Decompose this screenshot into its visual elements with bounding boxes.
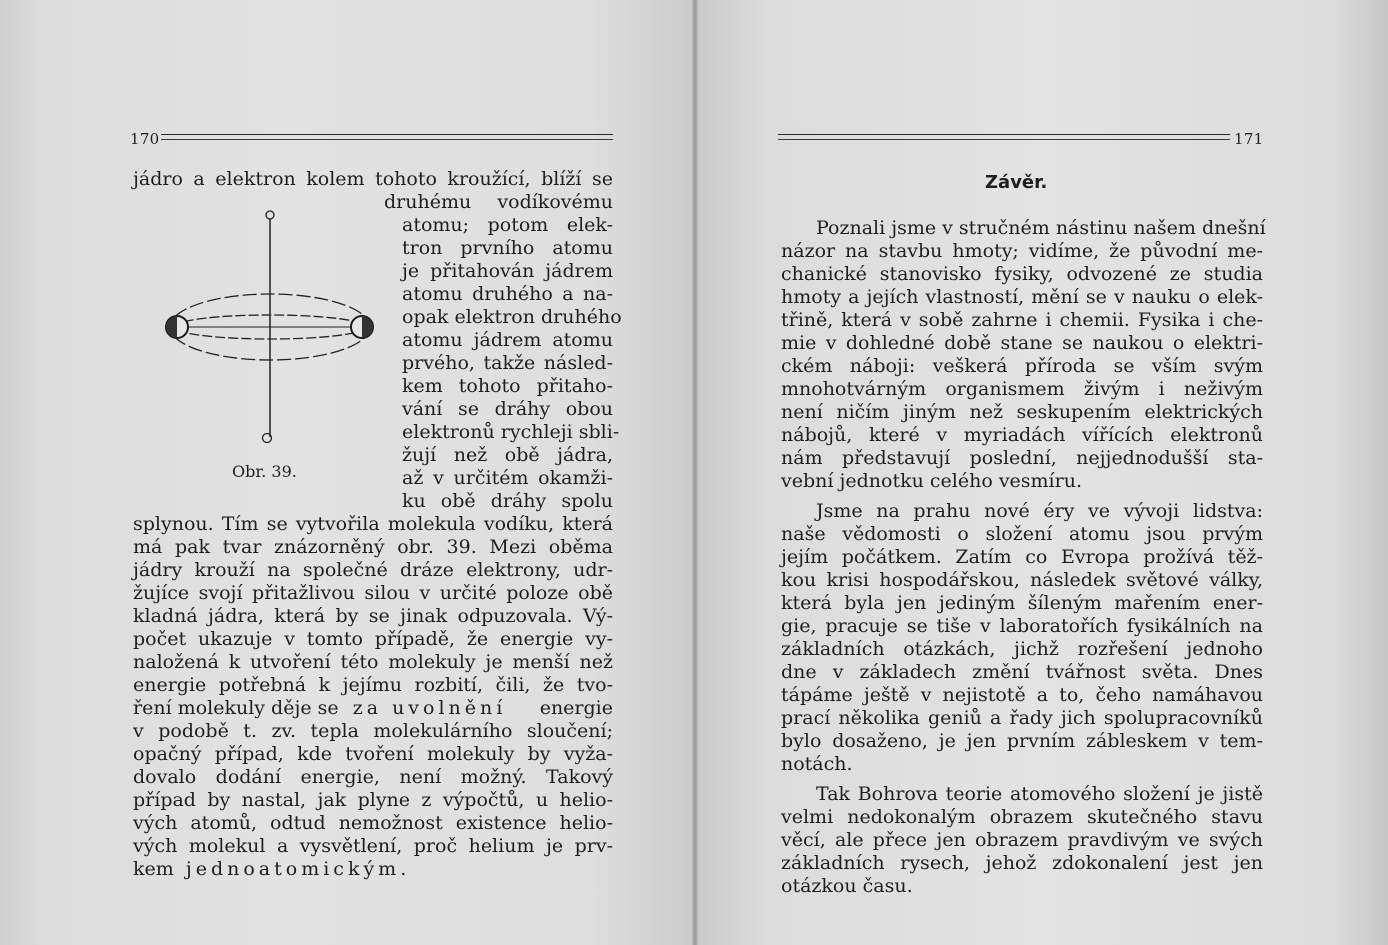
- body-line: tápáme ještě v nejistotě a to, čeho namáhavou: [781, 684, 1263, 706]
- body-line: splynou. Tím se vytvořila molekula vodíku, která: [133, 513, 613, 535]
- body-line: vání se dráhy obou: [402, 398, 613, 420]
- figure-nucleus-left-shading: [166, 316, 177, 338]
- body-line: v podobě t. zv. tepla molekulárního sloučení;: [133, 720, 613, 742]
- body-line: má pak tvar znázorněný obr. 39. Mezi oběma: [133, 536, 613, 558]
- page-number-right: 171: [1234, 130, 1264, 148]
- body-line: atomu druhého a na-: [402, 283, 613, 305]
- body-line: vých atomů, odtud nemožnost existence helio-: [133, 812, 613, 834]
- figure-caption: Obr. 39.: [232, 462, 297, 481]
- body-line: bylo dosaženo, je jen prvním zábleskem v tem-: [781, 730, 1263, 752]
- body-line: velmi nedokonalým obrazem skutečného stavu: [781, 806, 1263, 828]
- figure-electron-bottom: [263, 434, 272, 443]
- body-line: naložená k utvoření této molekuly je menší než: [133, 651, 613, 673]
- body-line: dne v základech změní tvářnost světa. Dnes: [781, 661, 1263, 683]
- body-line: jádry krouží na společné dráze elektrony, udr-: [133, 559, 613, 581]
- body-line: ku obě dráhy spolu: [402, 490, 613, 512]
- body-line: věcí, ale přece jen obrazem pravdivým ve svých: [781, 829, 1263, 851]
- body-line: žují než obě jádra,: [402, 444, 613, 466]
- body-line: kou krisi hospodářskou, následek světové války,: [781, 569, 1263, 591]
- body-line: energie potřebná k jejímu rozbití, čili, že tvo-: [133, 674, 613, 696]
- body-line: žujíce svojí přitažlivou silou v určité poloze obě: [133, 582, 613, 604]
- body-line: notách.: [781, 753, 853, 775]
- book-gutter: [692, 0, 698, 945]
- body-line: kladná jádra, která by se jinak odpuzovala. Vý-: [133, 605, 613, 627]
- body-line: prací několika geniů a řady jich spolupracovníků: [781, 707, 1263, 729]
- body-line: Jsme na prahu nové éry ve vývoji lidstva:: [816, 500, 1263, 522]
- body-line-emphasis: za uvolnění: [352, 697, 507, 719]
- body-line: prvého, takže násled-: [402, 352, 613, 374]
- body-line: tron prvního atomu: [402, 237, 613, 259]
- body-line: druhému vodíkovému: [384, 191, 613, 213]
- body-line: opačný případ, kde tvoření molekuly by vyža-: [133, 743, 613, 765]
- body-line: mnohotvárným organismem živým i neživým: [781, 378, 1263, 400]
- body-line: dovalo dodání energie, není možný. Takový: [133, 766, 613, 788]
- body-line: elektronů rychleji sbli-: [402, 421, 620, 443]
- body-line: naše vědomosti o složení atomu jsou prvým: [781, 523, 1263, 545]
- figure-electron-top: [266, 211, 274, 219]
- body-line: kem tohoto přitaho-: [402, 375, 613, 397]
- body-line: atomu jádrem atomu: [402, 329, 613, 351]
- body-line: mie v dohledné době stane se naukou o elektri-: [781, 332, 1263, 354]
- body-line-part: kem: [133, 858, 174, 880]
- body-line: názor na stavbu hmoty; vidíme, že původní me-: [781, 240, 1263, 262]
- body-line: je přitahován jádrem: [402, 260, 613, 282]
- body-line: vební jednotku celého vesmíru.: [781, 470, 1082, 492]
- body-line-part: energie: [539, 697, 613, 719]
- body-line: gie, pracuje se tiše v laboratořích fysikálních na: [781, 615, 1263, 637]
- body-line: která byla jen jediným šíleným mařením ener-: [781, 592, 1263, 614]
- body-line: jádro a elektron kolem tohoto kroužící, blíží se: [133, 168, 613, 190]
- header-rule-right-secondary: [778, 139, 1230, 140]
- chapter-heading: Závěr.: [985, 172, 1048, 193]
- body-line: nábojů, které v myriadách vířících elektronů: [781, 424, 1263, 446]
- header-rule-right: [778, 134, 1230, 135]
- body-line: počet ukazuje v tomto případě, že energie vy-: [133, 628, 613, 650]
- body-line: třině, která v sobě zahrne i chemii. Fysika i che-: [781, 309, 1263, 331]
- body-line: Poznali jsme v stručném nástinu našem dnešní: [816, 217, 1266, 239]
- body-line: opak elektron druhého: [402, 306, 622, 328]
- body-line: Tak Bohrova teorie atomového složení je jistě: [816, 783, 1263, 805]
- body-line: až v určitém okamži-: [402, 467, 613, 489]
- body-line: základních rysech, jehož zdokonalení jest jen: [781, 852, 1263, 874]
- figure-nucleus-right-shading: [362, 316, 373, 338]
- page-number-left: 170: [130, 130, 160, 148]
- body-line: hmoty a jejích vlastností, mění se v nauku o elek-: [781, 286, 1263, 308]
- body-line: případ by nastal, jak plyne z výpočtů, u helio-: [133, 789, 613, 811]
- body-line: ckém náboji: veškerá příroda se vším svým: [781, 355, 1263, 377]
- body-line-mixed: [133, 858, 613, 880]
- header-rule-left: [161, 134, 613, 135]
- body-line-part: ření molekuly děje se: [133, 697, 339, 719]
- body-line-mixed: [133, 697, 613, 719]
- body-line: základních otázkách, jichž rozřešení jednoho: [781, 638, 1263, 660]
- hydrogen-molecule-figure: [150, 205, 390, 450]
- body-line: jejím počátkem. Zatím co Evropa prožívá těž-: [781, 546, 1263, 568]
- body-line: nám představují poslední, nejjednodušší sta-: [781, 447, 1263, 469]
- body-line: atomu; potom elek-: [402, 214, 613, 236]
- body-line: není ničím jiným než seskupením elektrických: [781, 401, 1263, 423]
- body-line-emphasis: jednoatomickým.: [185, 858, 411, 880]
- body-line: chanické stanovisko fysiky, odvozené ze studia: [781, 263, 1263, 285]
- body-line: vých molekul a vysvětlení, proč helium je prv-: [133, 835, 613, 857]
- body-line: otázkou času.: [781, 875, 913, 897]
- header-rule-left-secondary: [161, 139, 613, 140]
